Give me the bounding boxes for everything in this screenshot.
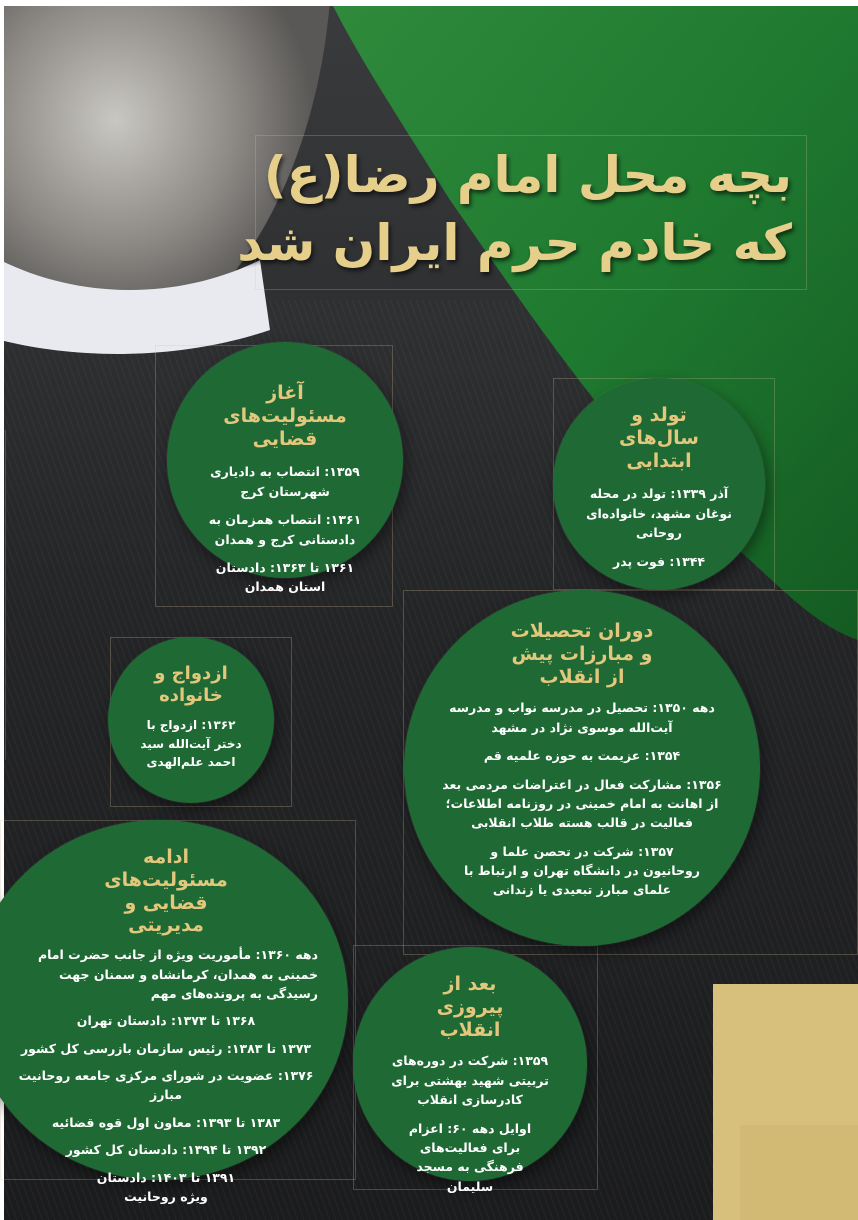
section-heading: ازدواج و خانواده — [154, 663, 228, 706]
circle-education — [404, 590, 760, 946]
timeline-item: ۱۳۶۲: ازدواج با دختر آیت‌الله سید احمد علم‌الهدی — [140, 718, 242, 770]
timeline-item: دهه ۱۳۵۰: تحصیل در مدرسه نواب و مدرسه آیت‌الله موسوی نژاد در مشهد — [449, 700, 715, 735]
timeline-item: ۱۳۶۱ تا ۱۳۶۳: دادستان استان همدان — [215, 559, 355, 595]
timeline-item: ۱۳۴۴: فوت پدر — [613, 553, 705, 569]
corner-gold-accent — [740, 1125, 858, 1220]
timeline-item: ۱۳۵۹: شرکت در دوره‌های تربیتی شهید بهشتی برای کادرسازی انقلاب — [391, 1053, 549, 1108]
timeline-item: ۱۳۵۶: مشارکت فعال در اعتراضات مردمی بعد از اهانت به امام خمینی در روزنامه اطلاعات؛ فعالیت در قالب هسته طلاب انقلابی — [442, 776, 722, 831]
timeline-item: ۱۳۵۴: عزیمت به حوزه علمیه قم — [483, 748, 681, 764]
circle-marriage — [108, 637, 274, 803]
page-title-line-1: بچه محل امام رضا(ع) — [263, 146, 792, 204]
timeline-item: اوایل دهه ۶۰: اعزام برای فعالیت‌های فرهنگی به مسجد سلیمان — [408, 1120, 532, 1194]
timeline-item: ۱۳۹۲ تا ۱۳۹۴: دادستان کل کشور — [65, 1142, 267, 1158]
circle-judicial-continue — [0, 820, 348, 1204]
section-heading: دوران تحصیلات و مبارزات پیش از انقلاب — [510, 620, 654, 688]
section-heading: ادامه مسئولیت‌های قضایی و مدیریتی — [104, 846, 228, 937]
timeline-item: ۱۳۹۱ تا ۱۴۰۳: دادستان ویژه روحانیت — [96, 1169, 236, 1204]
title-box — [237, 135, 807, 290]
timeline-item: ۱۳۵۹: انتصاب به دادیاری شهرستان کرج — [210, 464, 360, 499]
timeline-item: ۱۳۶۱: انتصاب همزمان به دادستانی کرج و همدان — [208, 512, 362, 547]
circle-after-revolution — [353, 947, 587, 1194]
timeline-item: ۱۳۷۳ تا ۱۳۸۳: رئیس سازمان بازرسی کل کشور — [20, 1040, 312, 1056]
page-title-line-2: که خادم حرم ایران شد — [237, 214, 792, 272]
circle-judicial-start — [167, 342, 403, 595]
timeline-item: ۱۳۷۶: عضویت در شورای مرکزی جامعه روحانیت مبارز — [18, 1068, 314, 1103]
section-heading: آغاز مسئولیت‌های قضایی — [223, 382, 347, 450]
frame-edge-line — [5, 430, 6, 760]
timeline-item: دهه ۱۳۶۰: مأموریت ویژه از جانب حضرت امام خمینی به همدان، کرمانشاه و سمنان جهت رسیدگی به پرونده‌های مهم — [37, 947, 318, 1001]
timeline-item: ۱۳۸۳ تا ۱۳۹۳: معاون اول قوه قضائیه — [51, 1114, 281, 1130]
section-heading: بعد از پیروزی انقلاب — [436, 973, 504, 1041]
timeline-item: ۱۳۵۷: شرکت در تحصن علما و روحانیون در دانشگاه تهران و ارتباط با علمای مبارز تبعیدی یا زندانی — [464, 843, 700, 898]
timeline-item: آذر ۱۳۳۹: تولد در محله نوغان مشهد، خانواده‌ای روحانی — [586, 486, 732, 541]
circle-birth — [553, 378, 765, 590]
timeline-item: ۱۳۶۸ تا ۱۳۷۳: دادستان تهران — [76, 1013, 256, 1029]
section-heading: تولد و سال‌های ابتدایی — [618, 404, 699, 472]
